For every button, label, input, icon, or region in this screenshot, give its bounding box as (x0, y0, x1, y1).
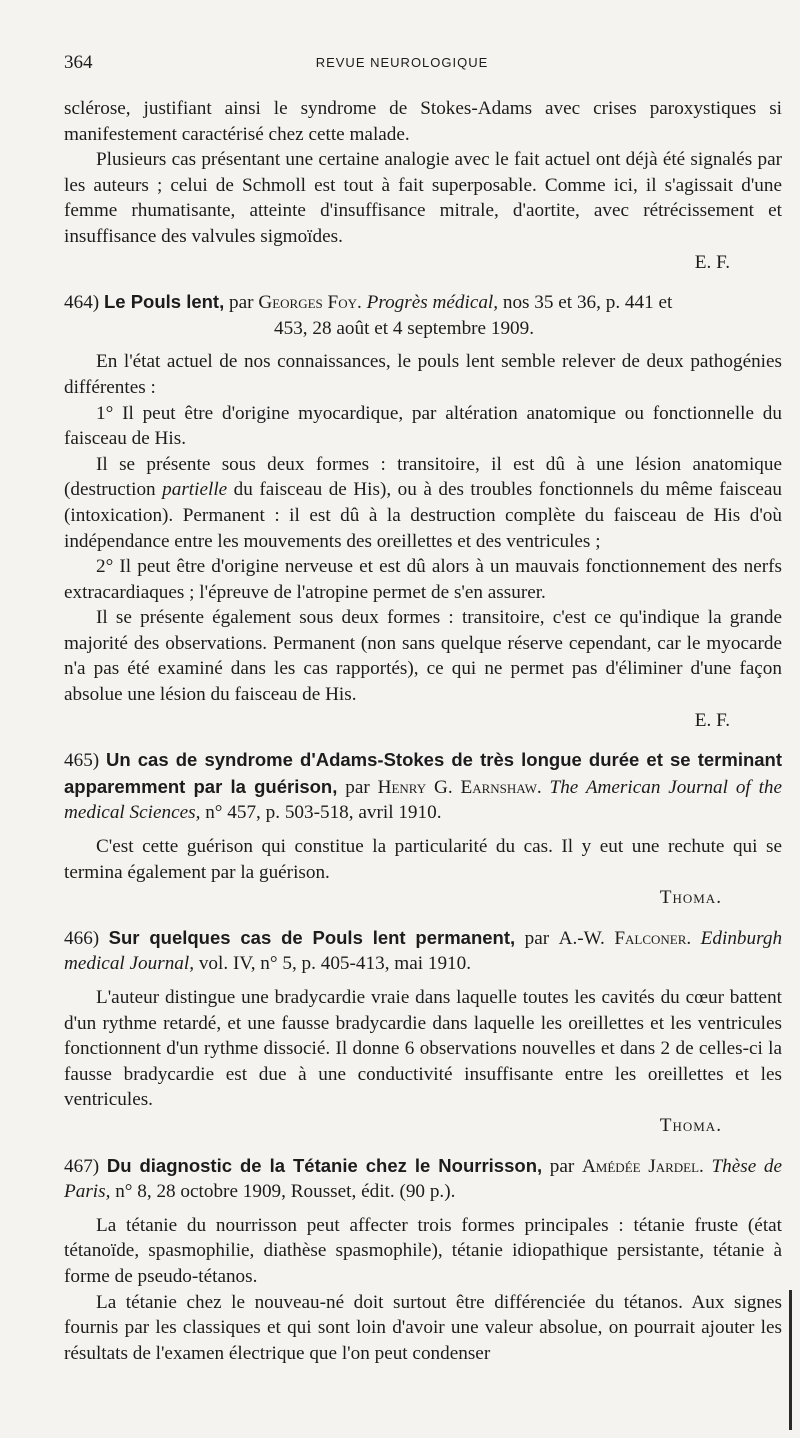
entry-paragraph: 1° Il peut être d'origine myocardique, par altération anatomique ou fonctionnelle du faisceau de His. (64, 402, 782, 450)
signature: E. F. (694, 251, 730, 273)
running-head: REVUE NEUROLOGIQUE (315, 55, 489, 70)
entry-paragraph (64, 452, 782, 554)
entry-journal: Edinburgh medical Journal, (64, 927, 783, 975)
intro-paragraph: sclérose, justifiant ainsi le syndrome de Stokes-Adams avec crises paroxystiques si manifestement caractérisé chez cette malade. (64, 98, 782, 145)
author-prefix: par (549, 1155, 575, 1177)
entry-reference: nos 35 et 36, p. 441 et (502, 292, 673, 314)
page-number: 364 (64, 52, 93, 73)
entry-title: Le Pouls lent, (103, 291, 225, 313)
entry-heading (64, 747, 782, 826)
entry-author: Henry G. Earnshaw. (377, 776, 542, 798)
entry-467 (64, 1153, 782, 1367)
entry-heading (64, 289, 782, 341)
entry-reference: n° 8, 28 octobre 1909, Rousset, édit. (90 p.). (115, 1181, 456, 1203)
entry-reference: vol. IV, n° 5, p. 405-413, mai 1910. (198, 953, 472, 975)
text-run: du faisceau de His), ou à des troubles fonctionnels du même faisceau (intoxication). Permanent : il est dû à la destruction complète du faisceau de His d'où indépendance entre les mouvements des oreillettes et des ventricules ; (64, 479, 782, 552)
entry-author: A.-W. Falconer. (558, 927, 692, 949)
author-prefix: par (524, 927, 550, 949)
entry-heading (64, 1153, 782, 1205)
entry-reference: n° 457, p. 503-518, avril 1910. (205, 802, 442, 824)
author-prefix: par (345, 776, 370, 798)
entry-number: 467) (64, 1155, 100, 1177)
entry-466 (64, 925, 782, 1139)
entry-number: 464) (64, 292, 100, 314)
entry-author: Amédée Jardel. (581, 1155, 704, 1177)
entry-reference-cont: 453, 28 août et 4 septembre 1909. (274, 317, 535, 339)
signature: Thoma. (659, 1114, 722, 1136)
entry-journal: Progrès médical, (366, 292, 499, 314)
entry-paragraph: L'auteur distingue une bradycardie vraie dans laquelle toutes les cavités du cœur battent d'un rythme retardé, et une fausse bradycardie dans laquelle les oreillettes et les ventricules fonctionnent d'un rythme dissocié. Il donne 6 observations nouvelles et dans 2 de celles-ci la fausse bradycardie est due à une conductivité insuffisante entre les oreillettes et les ventricules. (64, 987, 782, 1111)
intro-paragraph: Plusieurs cas présentant une certaine analogie avec le fait actuel ont déjà été signalés par les auteurs ; celui de Schmoll est tout à fait superposable. Comme ici, il s'agissait d'une femme rhumatisante, atteinte d'insuffisance mitrale, d'aortite, avec rétrécissement et insuffisance des valvules sigmoïdes. (64, 149, 782, 247)
signature: Thoma. (659, 887, 722, 909)
entry-number: 466) (64, 927, 100, 949)
entry-title: Un cas de syndrome d'Adams-Stokes de très longue durée et se terminant apparemment par la guérison, (64, 749, 783, 797)
entry-paragraph: C'est cette guérison qui constitue la particularité du cas. Il y eut une rechute qui se termina également par la guérison. (64, 836, 782, 883)
author-prefix: par (229, 292, 254, 314)
entry-paragraph: 2° Il peut être d'origine nerveuse et est dû alors à un mauvais fonctionnement des nerfs extracardiaques ; l'épreuve de l'atropine permet de s'en assurer. (64, 556, 782, 603)
entry-paragraph: En l'état actuel de nos connaissances, le pouls lent semble relever de deux pathogénies différentes : (64, 351, 782, 398)
entry-title: Du diagnostic de la Tétanie chez le Nourrisson, (106, 1154, 543, 1176)
signature: E. F. (694, 709, 730, 731)
entry-title: Sur quelques cas de Pouls lent permanent, (108, 926, 516, 948)
entry-paragraph: La tétanie chez le nouveau-né doit surtout être différenciée du tétanos. Aux signes fournis par les classiques et qui sont loin d'avoir une valeur absolue, on pourrait ajouter les résultats de l'examen électrique que l'on peut condenser (64, 1291, 782, 1364)
entry-number: 465) (64, 750, 100, 772)
scan-edge-mark (789, 1290, 792, 1430)
emphasis: partielle (162, 479, 228, 501)
entry-paragraph: Il se présente également sous deux formes : transitoire, c'est ce qu'indique la grande majorité des observations. Permanent (non sans quelque réserve cependant, car le myocarde n'a pas été examiné dans les cas rapportés), ce qui ne permet pas d'éliminer d'une façon absolue une lésion du faisceau de His. (64, 607, 782, 706)
entry-465 (64, 747, 782, 911)
body-text (64, 96, 782, 1366)
entry-464 (64, 289, 782, 733)
page-header (64, 52, 740, 74)
entry-heading (64, 925, 782, 977)
entry-journal: Thèse de Paris, (64, 1155, 783, 1203)
entry-author: Georges Foy. (258, 292, 362, 314)
entry-paragraph: La tétanie du nourrisson peut affecter trois formes principales : tétanie fruste (état tétanoïde, spasmophilie, diathèse spasmophile), tétanie idiopathique persistante, tétanie à forme de pseudo-tétanos. (64, 1214, 782, 1287)
entry-journal: The American Journal of the medical Sciences, (64, 776, 783, 824)
text-run: Il se présente sous deux formes : transitoire, il est dû à une lésion anatomique (destruction (64, 453, 782, 501)
